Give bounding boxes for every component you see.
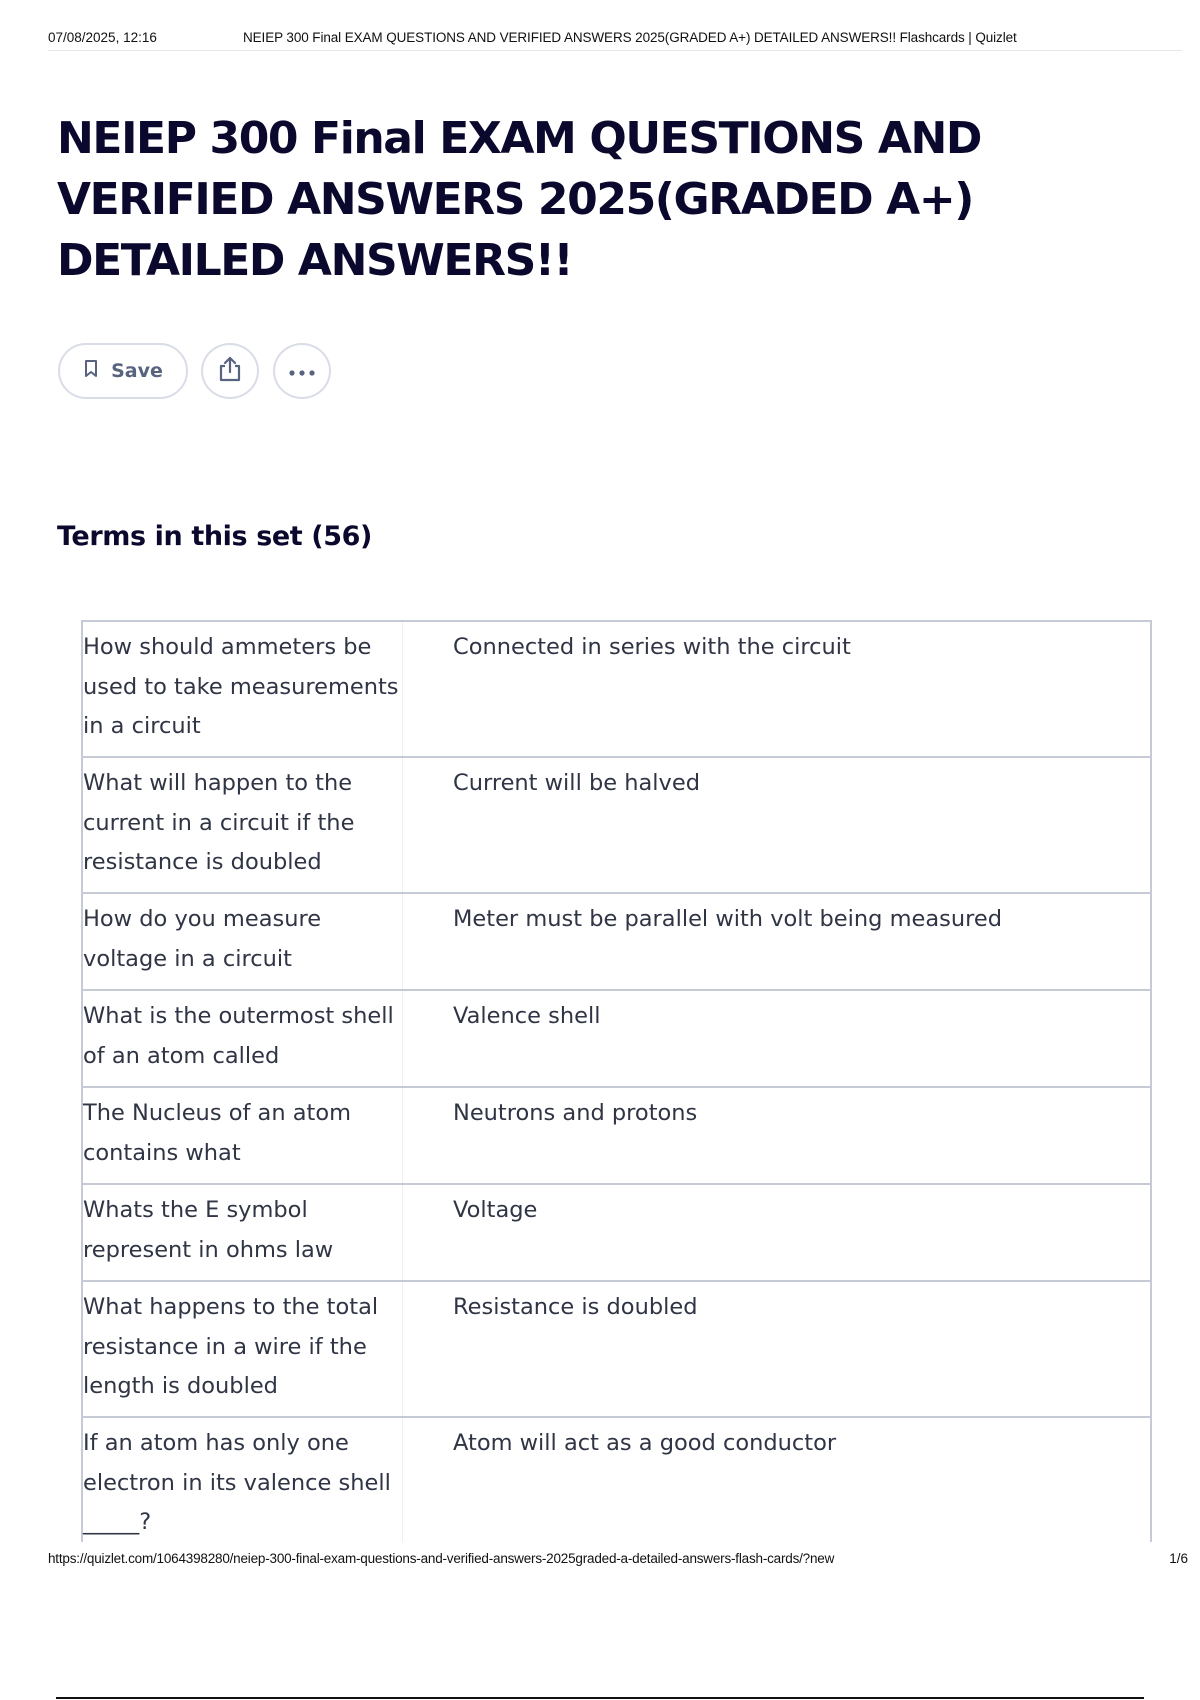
definition-text: Neutrons and protons — [453, 1100, 698, 1126]
more-options-button[interactable] — [273, 343, 331, 399]
more-options-icon — [288, 362, 316, 381]
term-text: The Nucleus of an atom contains what — [83, 1088, 403, 1183]
term-text: What will happen to the current in a circuit if the resistance is doubled — [83, 758, 403, 892]
print-datetime: 07/08/2025, 12:16 — [48, 30, 157, 45]
term-row — [81, 620, 1152, 756]
bookmark-icon — [83, 359, 99, 383]
term-row — [81, 756, 1152, 892]
save-button[interactable] — [58, 343, 188, 399]
terms-heading: Terms in this set (56) — [57, 521, 372, 552]
print-document-title: NEIEP 300 Final EXAM QUESTIONS AND VERIFIED ANSWERS 2025(GRADED A+) DETAILED ANSWERS!! Flashcards | Quizlet — [243, 30, 1017, 45]
print-url: https://quizlet.com/1064398280/neiep-300-final-exam-questions-and-verified-answers-2025graded-a-detailed-answers-flash-cards/?new — [48, 1551, 835, 1566]
term-text: If an atom has only one electron in its valence shell _____? — [83, 1418, 403, 1542]
print-header — [48, 30, 1182, 51]
term-text: Whats the E symbol represent in ohms law — [83, 1185, 403, 1280]
definition-text: Atom will act as a good conductor — [453, 1430, 837, 1456]
page-divider — [56, 1697, 1144, 1699]
term-row — [81, 1086, 1152, 1183]
definition-text: Connected in series with the circuit — [453, 634, 851, 660]
term-row — [81, 1416, 1152, 1542]
term-text: What is the outermost shell of an atom called — [83, 991, 403, 1086]
page-number: 1/6 — [1169, 1551, 1188, 1566]
term-text: What happens to the total resistance in a wire if the length is doubled — [83, 1282, 403, 1416]
terms-table — [81, 620, 1152, 1542]
term-row — [81, 1183, 1152, 1280]
definition-text: Resistance is doubled — [453, 1294, 698, 1320]
set-title: NEIEP 300 Final EXAM QUESTIONS AND VERIFIED ANSWERS 2025(GRADED A+) DETAILED ANSWERS!! — [57, 113, 982, 286]
definition-text: Valence shell — [453, 1003, 601, 1029]
term-text: How do you measure voltage in a circuit — [83, 894, 403, 989]
definition-text: Current will be halved — [453, 770, 700, 796]
save-button-label: Save — [111, 360, 163, 382]
print-footer — [48, 1551, 1188, 1571]
definition-text: Voltage — [453, 1197, 538, 1223]
term-row — [81, 989, 1152, 1086]
definition-text: Meter must be parallel with volt being measured — [453, 906, 1003, 932]
term-row — [81, 892, 1152, 989]
share-icon — [217, 355, 243, 387]
share-button[interactable] — [201, 343, 259, 399]
term-row — [81, 1280, 1152, 1416]
term-text: How should ammeters be used to take measurements in a circuit — [83, 622, 403, 756]
